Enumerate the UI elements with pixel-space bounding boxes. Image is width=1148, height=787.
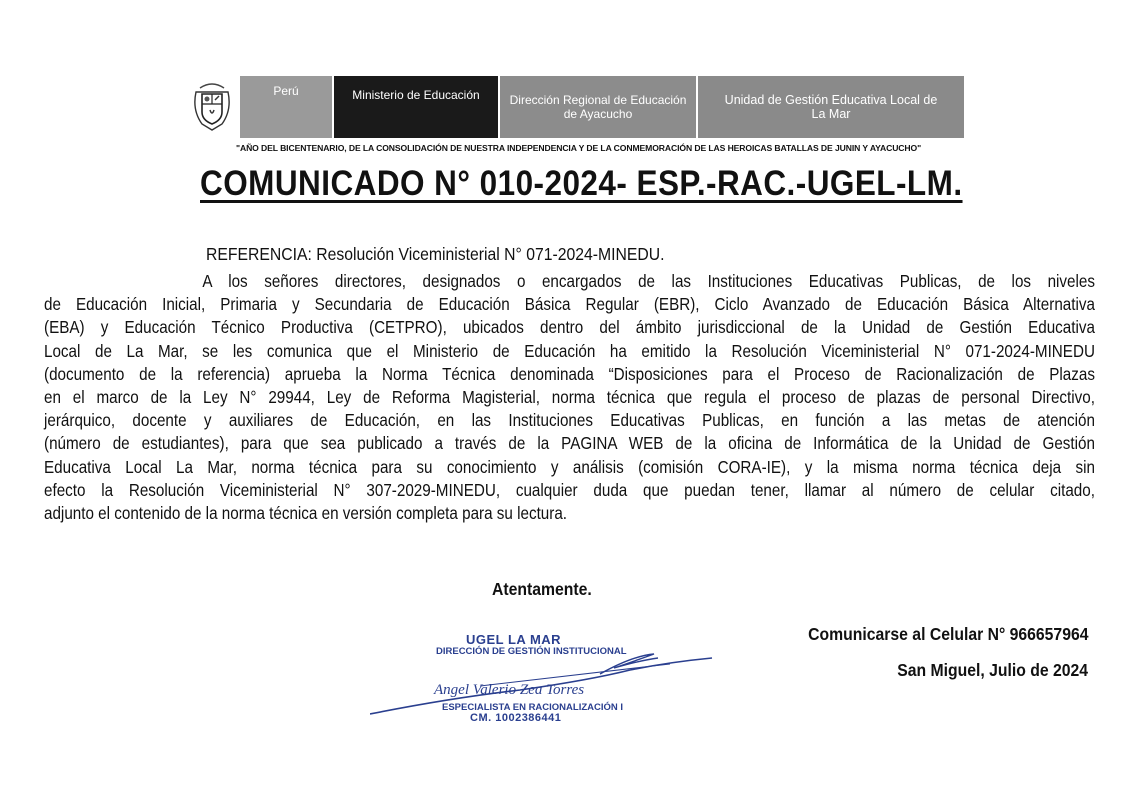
- band-direccion-line1: Dirección Regional de Educación: [509, 93, 687, 107]
- body-line: jerárquico, docente y auxiliares de Educación, en las Instituciones Educativas Publicas, en función a las metas de atención: [44, 410, 1095, 431]
- place-date: San Miguel, Julio de 2024: [897, 660, 1088, 680]
- band-ugel-line2: La Mar: [811, 107, 851, 121]
- body-line: efecto la Resolución Viceministerial N° 307-2029-MINEDU, cualquier duda que puedan tener, llamar al número de celular citado,: [44, 479, 1095, 500]
- body-line: Educativa Local La Mar, norma técnica para su conocimiento y análisis (comisión CORA-IE), y la misma norma técnica deja sin: [44, 456, 1095, 477]
- body-paragraph: [44, 270, 1095, 525]
- band-peru-label: Perú: [273, 84, 299, 98]
- band-ministerio-label: Ministerio de Educación: [352, 88, 480, 102]
- stamp-org: UGEL LA MAR: [466, 632, 562, 647]
- band-ministerio: [334, 76, 498, 138]
- body-line: adjunto el contenido de la norma técnica en versión completa para su lectura.: [44, 503, 568, 524]
- band-ugel-line1: Unidad de Gestión Educativa Local de: [724, 93, 938, 107]
- band-direccion-line2: de Ayacucho: [563, 107, 633, 121]
- body-line: (número de estudiantes), para que sea publicado a través de la PAGINA WEB de la oficina de Informática de la Unidad de Gestión: [44, 433, 1095, 454]
- coat-of-arms-icon: [192, 80, 232, 132]
- stamp-id: CM. 1002386441: [470, 712, 562, 724]
- stamp-role: ESPECIALISTA EN RACIONALIZACIÓN I: [442, 702, 624, 713]
- band-ugel: [698, 76, 964, 138]
- stamp-name: Angel Valerio Zea Torres: [434, 682, 585, 698]
- band-peru: [240, 76, 332, 138]
- sign-off: Atentamente.: [492, 579, 592, 599]
- body-line: Local de La Mar, se les comunica que el Ministerio de Educación ha emitido la Resolución Viceministerial N° 071-2024-MINEDU: [44, 340, 1095, 361]
- document-title: COMUNICADO N° 010-2024- ESP.-RAC.-UGEL-LM.: [200, 164, 963, 203]
- body-line: A los señores directores, designados o encargados de las Instituciones Educativas Publicas, de los niveles: [202, 271, 1095, 291]
- band-direccion-regional: [500, 76, 696, 138]
- letterhead: [188, 76, 964, 140]
- body-line: (EBA) y Educación Técnico Productiva (CETPRO), ubicados dentro del ámbito jurisdiccional de la Unidad de Gestión Educativa: [44, 317, 1095, 338]
- reference-line: REFERENCIA: Resolución Viceministerial N° 071-2024-MINEDU.: [206, 244, 665, 264]
- body-line: de Educación Inicial, Primaria y Secundaria de Educación Básica Regular (EBR), Ciclo Avanzado de Educación Básica Alternativa: [44, 294, 1095, 315]
- year-motto: "AÑO DEL BICENTENARIO, DE LA CONSOLIDACIÓN DE NUESTRA INDEPENDENCIA Y DE LA CONMEMORACIÓN DE LAS HEROICAS BATALLAS DE JUNIN Y AYACUCHO": [236, 143, 922, 153]
- stamp-unit: DIRECCIÓN DE GESTIÓN INSTITUCIONAL: [436, 646, 627, 657]
- contact-phone: Comunicarse al Celular N° 966657964: [807, 624, 1088, 644]
- body-line: en el marco de la Ley N° 29944, Ley de Reforma Magisterial, norma técnica que regula el proceso de plazas de personal Directivo,: [44, 387, 1095, 408]
- official-stamp: [370, 628, 730, 738]
- body-line: (documento de la referencia) aprueba la Norma Técnica denominada “Disposiciones para el Proceso de Racionalización de Plazas: [44, 363, 1095, 384]
